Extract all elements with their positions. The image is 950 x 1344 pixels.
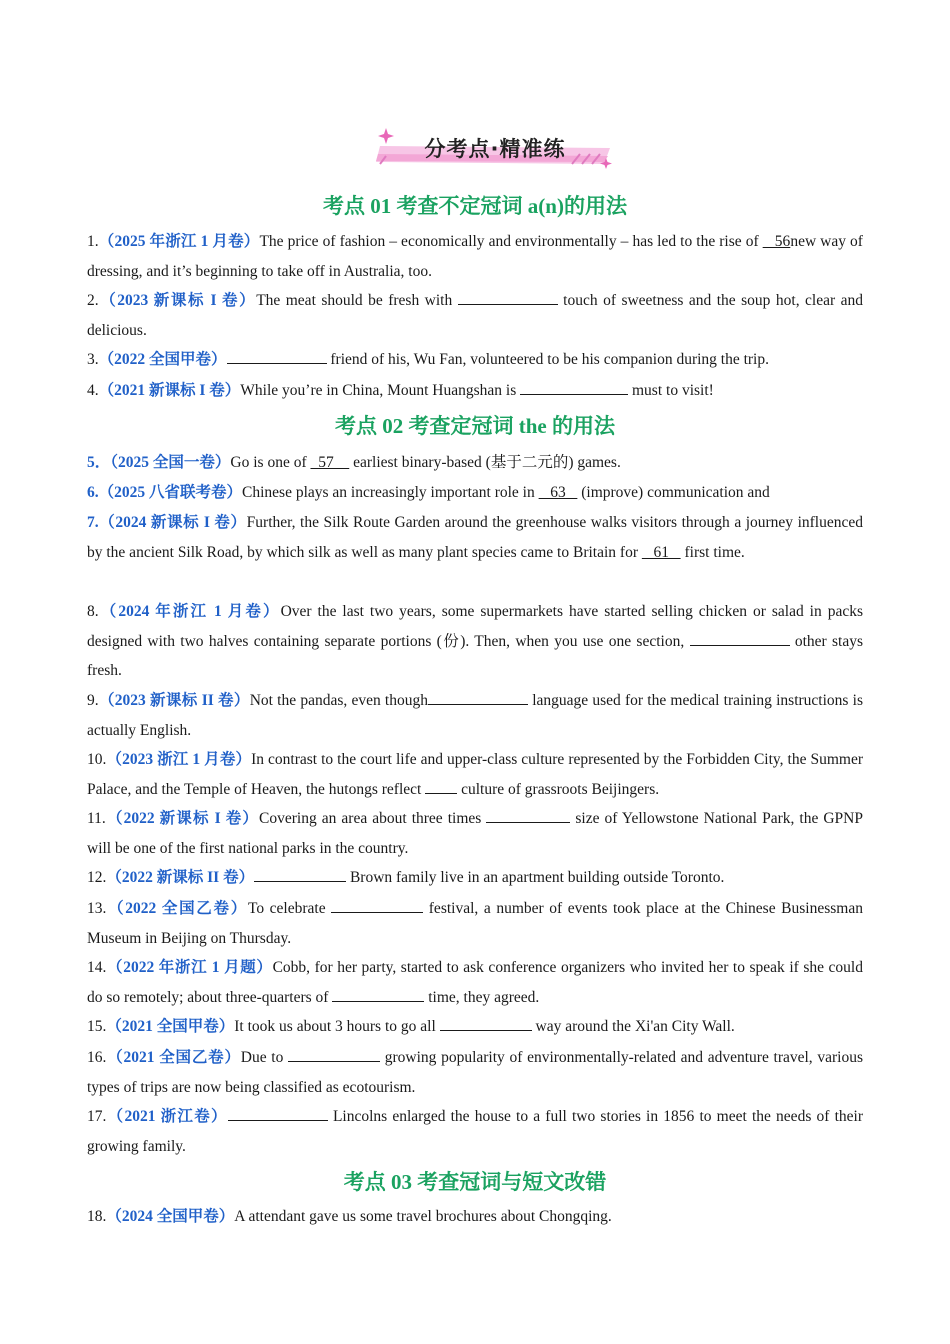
question-9: 9.（2023 新课标 II 卷）Not the pandas, even though language used for the medical training instructions is actually English. [87,686,863,745]
question-8: 8.（2024 年浙江 1 月卷）Over the last two years, some supermarkets have started selling chicken or salad in packs designed with two halves containing separate portions (份). Then, when you use one section, other stays fresh. [87,603,863,679]
question-11: 11.（2022 新课标 I 卷）Covering an area about three times size of Yellowstone National Park, the GPNP will be one of the first national parks in the country. [87,804,863,863]
answer-blank [332,986,424,1002]
answer-blank [440,1015,532,1031]
section-heading-02: 考点 02 考查定冠词 the 的用法 [335,414,615,438]
answer-blank [331,897,423,913]
section-banner [372,124,618,172]
question-7: 7.（2024 新课标 I 卷）Further, the Silk Route Garden around the greenhouse walks visitors through a journey influenced by the ancient Silk Road, by which silk as well as many plant species came to Britain for 61 first time. [87,514,863,561]
question-1: 1.（2025 年浙江 1 月卷）The price of fashion – economically and environmentally – has led to the rise of 56new way of dressing, and it’s beginning to take off in Australia, too. [87,233,863,280]
section-heading-03: 考点 03 考查冠词与短文改错 [343,1170,607,1194]
answer-blank: 63 [538,484,578,501]
question-5: 5．（2025 全国一卷）Go is one of 57 earliest binary-based (基于二元的) games. [87,454,621,471]
answer-blank [486,807,570,823]
answer-blank [690,630,790,646]
answer-blank: 56 [762,233,791,250]
answer-blank [520,379,628,395]
answer-blank: 61 [641,543,681,561]
banner-title: 分考点·精准练 [424,137,566,161]
question-15: 15.（2021 全国甲卷）It took us about 3 hours to go all way around the Xi'an City Wall. [87,1012,863,1042]
question-17: 17.（2021 浙江卷） Lincolns enlarged the house to a full two stories in 1856 to meet the needs of their growing family. [87,1102,863,1161]
answer-blank [288,1046,380,1062]
question-3: 3.（2022 全国甲卷） friend of his, Wu Fan, volunteered to be his companion during the trip. [87,345,863,375]
question-4: 4.（2021 新课标 I 卷）While you’re in China, Mount Huangshan is must to visit! [87,376,863,406]
answer-blank [458,289,558,305]
answer-blank: 57 [310,454,350,471]
question-16: 16.（2021 全国乙卷）Due to growing popularity of environmentally-related and adventure travel, various types of trips are now being classified as ecotourism. [87,1043,863,1102]
section-heading-01: 考点 01 考查不定冠词 a(n)的用法 [323,194,627,218]
question-14: 14.（2022 年浙江 1 月题）Cobb, for her party, started to ask conference organizers who invited her to speak if she could do so remotely; about three-quarters of time, they agreed. [87,959,863,1006]
answer-blank [428,689,528,705]
question-18: 18.（2024 全国甲卷）A attendant gave us some travel brochures about Chongqing. [87,1208,612,1225]
question-2: 2.（2023 新课标 I 卷）The meat should be fresh with touch of sweetness and the soup hot, clear and delicious. [87,286,863,345]
question-12: 12.（2022 新课标 II 卷） Brown family live in an apartment building outside Toronto. [87,863,863,893]
question-10: 10.（2023 浙江 1 月卷）In contrast to the court life and upper-class culture represented by the Forbidden City, the Summer Palace, and the Temple of Heaven, the hutongs reflect culture of grassroots Beijingers. [87,751,863,798]
answer-blank [227,348,327,364]
question-13: 13.（2022 全国乙卷）To celebrate festival, a number of events took place at the Chinese Businessman Museum in Beijing on Thursday. [87,894,863,953]
answer-blank [228,1105,328,1121]
answer-blank [254,866,346,882]
question-6: 6.（2025 八省联考卷）Chinese plays an increasingly important role in 63 (improve) communication and [87,484,770,501]
answer-blank [425,778,457,794]
